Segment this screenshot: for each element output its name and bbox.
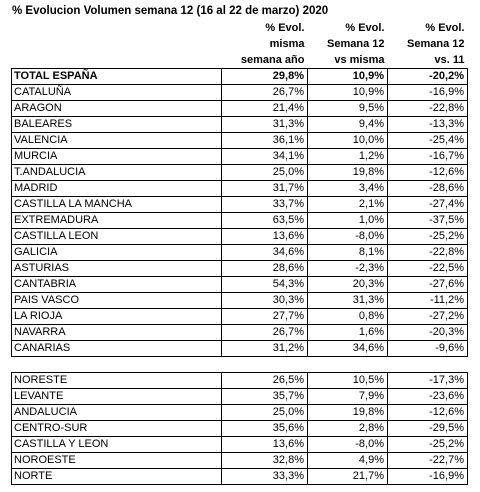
table-row (12, 309, 468, 325)
evol-week12-vs-same-cell: -8,0% (308, 437, 388, 453)
evol-same-week-year-cell: 27,7% (222, 309, 308, 325)
evol-week12-vs-same-cell: 10,0% (308, 133, 388, 149)
region-cell: CASTILLA LEON (12, 229, 222, 245)
table-row (12, 389, 468, 405)
header-col1-line3: semana año (240, 54, 305, 66)
evol-same-week-year-cell: 36,1% (222, 133, 308, 149)
region-cell: CASTILLA LA MANCHA (12, 197, 222, 213)
evol-same-week-year-cell: 28,6% (222, 261, 308, 277)
table-row (12, 229, 468, 245)
region-cell: ASTURIAS (12, 261, 222, 277)
evol-week12-vs-same-cell: 8,1% (308, 245, 388, 261)
region-cell: CASTILLA Y LEON (12, 437, 222, 453)
table-row (12, 85, 468, 101)
header-col2-line3: vs misma (334, 54, 385, 66)
evol-same-week-year-cell: 35,6% (222, 421, 308, 437)
evol-week12-vs-same-cell: 7,9% (308, 389, 388, 405)
evol-week12-vs-same-cell: 20,3% (308, 277, 388, 293)
evol-same-week-year-cell: 25,0% (222, 405, 308, 421)
table-row (12, 405, 468, 421)
evol-week12-vs-11-cell: -11,2% (388, 293, 468, 309)
evol-same-week-year-cell: 21,4% (222, 101, 308, 117)
region-cell: ANDALUCIA (12, 405, 222, 421)
evol-week12-vs-11-cell: -20,2% (388, 69, 468, 85)
evol-week12-vs-11-cell: -37,5% (388, 213, 468, 229)
evol-week12-vs-same-cell: 1,2% (308, 149, 388, 165)
group-separator (12, 357, 468, 373)
header-spacer (12, 52, 222, 69)
evol-same-week-year-cell: 31,7% (222, 181, 308, 197)
evol-week12-vs-11-cell: -20,3% (388, 325, 468, 341)
evol-week12-vs-11-cell: -16,9% (388, 85, 468, 101)
evol-week12-vs-same-cell: 10,9% (308, 85, 388, 101)
evol-same-week-year-cell: 30,3% (222, 293, 308, 309)
evol-week12-vs-11-cell: -27,2% (388, 309, 468, 325)
header-col3-line3: vs. 11 (434, 54, 465, 66)
table-row (12, 277, 468, 293)
evol-week12-vs-same-cell: 21,7% (308, 469, 388, 485)
region-cell: ARAGON (12, 101, 222, 117)
evol-week12-vs-11-cell: -27,6% (388, 277, 468, 293)
evol-same-week-year-cell: 26,7% (222, 85, 308, 101)
header-col2-line1: % Evol. (345, 22, 385, 34)
region-cell: NORESTE (12, 373, 222, 389)
evol-same-week-year-cell: 33,3% (222, 469, 308, 485)
table-row (12, 245, 468, 261)
header-col2-line2: Semana 12 (327, 38, 385, 50)
evol-week12-vs-11-cell: -22,7% (388, 453, 468, 469)
evol-week12-vs-11-cell: -22,8% (388, 101, 468, 117)
header-col1-line2: misma (269, 38, 305, 50)
evol-week12-vs-11-cell: -17,3% (388, 373, 468, 389)
evol-week12-vs-same-cell: 34,6% (308, 341, 388, 357)
evol-same-week-year-cell: 34,6% (222, 245, 308, 261)
header-col3-line1: % Evol. (425, 22, 465, 34)
evol-same-week-year-cell: 25,0% (222, 165, 308, 181)
table-row (12, 453, 468, 469)
region-cell: BALEARES (12, 117, 222, 133)
region-cell: CENTRO-SUR (12, 421, 222, 437)
region-cell: TOTAL ESPAÑA (12, 69, 222, 85)
region-cell: LEVANTE (12, 389, 222, 405)
evol-week12-vs-same-cell: 4,9% (308, 453, 388, 469)
evol-week12-vs-same-cell: -8,0% (308, 229, 388, 245)
table-row (12, 325, 468, 341)
evol-week12-vs-same-cell: 1,0% (308, 213, 388, 229)
evol-same-week-year-cell: 32,8% (222, 453, 308, 469)
evol-same-week-year-cell: 34,1% (222, 149, 308, 165)
table-row (12, 69, 468, 85)
evol-same-week-year-cell: 31,3% (222, 117, 308, 133)
evol-week12-vs-11-cell: -27,4% (388, 197, 468, 213)
table-row (12, 373, 468, 389)
evol-week12-vs-11-cell: -25,2% (388, 437, 468, 453)
region-cell: MADRID (12, 181, 222, 197)
table-row (12, 101, 468, 117)
evol-week12-vs-11-cell: -22,5% (388, 261, 468, 277)
evol-week12-vs-11-cell: -9,6% (388, 341, 468, 357)
evol-week12-vs-11-cell: -16,9% (388, 469, 468, 485)
region-cell: NORTE (12, 469, 222, 485)
table-header (12, 20, 468, 69)
evol-week12-vs-same-cell: 2,1% (308, 197, 388, 213)
region-cell: CATALUÑA (12, 85, 222, 101)
header-spacer (12, 36, 222, 52)
evol-week12-vs-same-cell: 9,4% (308, 117, 388, 133)
evol-same-week-year-cell: 31,2% (222, 341, 308, 357)
evol-week12-vs-11-cell: -12,6% (388, 165, 468, 181)
table-row (12, 421, 468, 437)
region-cell: CANARIAS (12, 341, 222, 357)
region-cell: PAIS VASCO (12, 293, 222, 309)
table-row (12, 469, 468, 485)
evol-week12-vs-same-cell: 1,6% (308, 325, 388, 341)
evol-week12-vs-same-cell: 10,5% (308, 373, 388, 389)
evol-same-week-year-cell: 33,7% (222, 197, 308, 213)
evol-week12-vs-11-cell: -28,6% (388, 181, 468, 197)
table-row (12, 293, 468, 309)
region-cell: EXTREMADURA (12, 213, 222, 229)
evol-week12-vs-same-cell: 9,5% (308, 101, 388, 117)
region-cell: VALENCIA (12, 133, 222, 149)
evol-week12-vs-11-cell: -16,7% (388, 149, 468, 165)
table-row (12, 213, 468, 229)
evol-same-week-year-cell: 26,5% (222, 373, 308, 389)
evol-week12-vs-same-cell: 31,3% (308, 293, 388, 309)
evol-week12-vs-11-cell: -12,6% (388, 405, 468, 421)
evol-same-week-year-cell: 13,6% (222, 229, 308, 245)
region-cell: NAVARRA (12, 325, 222, 341)
evol-week12-vs-same-cell: 2,8% (308, 421, 388, 437)
evol-week12-vs-11-cell: -22,8% (388, 245, 468, 261)
evol-same-week-year-cell: 26,7% (222, 325, 308, 341)
table-row (12, 341, 468, 357)
volume-evolution-table (11, 20, 468, 485)
evol-week12-vs-11-cell: -25,4% (388, 133, 468, 149)
table-row (12, 261, 468, 277)
zones-table-body (12, 373, 468, 485)
header-col3-line2: Semana 12 (407, 38, 465, 50)
header-col1-line1: % Evol. (265, 22, 305, 34)
evol-week12-vs-same-cell: 10,9% (308, 69, 388, 85)
region-cell: NOROESTE (12, 453, 222, 469)
evol-week12-vs-11-cell: -23,6% (388, 389, 468, 405)
regions-table-body (12, 69, 468, 357)
evol-week12-vs-same-cell: 19,8% (308, 405, 388, 421)
table-row (12, 197, 468, 213)
evol-same-week-year-cell: 63,5% (222, 213, 308, 229)
evol-week12-vs-11-cell: -13,3% (388, 117, 468, 133)
report-title: % Evolucion Volumen semana 12 (16 al 22 de marzo) 2020 (12, 5, 329, 17)
evol-week12-vs-11-cell: -29,5% (388, 421, 468, 437)
evol-week12-vs-same-cell: 3,4% (308, 181, 388, 197)
evol-week12-vs-same-cell: 19,8% (308, 165, 388, 181)
evol-week12-vs-11-cell: -25,2% (388, 229, 468, 245)
table-row (12, 437, 468, 453)
region-cell: GALICIA (12, 245, 222, 261)
region-cell: MURCIA (12, 149, 222, 165)
table-row (12, 133, 468, 149)
evol-week12-vs-same-cell: -2,3% (308, 261, 388, 277)
table-row (12, 149, 468, 165)
table-row (12, 181, 468, 197)
evol-same-week-year-cell: 54,3% (222, 277, 308, 293)
region-cell: T.ANDALUCIA (12, 165, 222, 181)
evol-same-week-year-cell: 35,7% (222, 389, 308, 405)
evol-same-week-year-cell: 29,8% (222, 69, 308, 85)
evol-same-week-year-cell: 13,6% (222, 437, 308, 453)
region-cell: CANTABRIA (12, 277, 222, 293)
table-row (12, 117, 468, 133)
header-spacer (12, 20, 222, 36)
region-cell: LA RIOJA (12, 309, 222, 325)
evol-week12-vs-same-cell: 0,8% (308, 309, 388, 325)
table-row (12, 165, 468, 181)
